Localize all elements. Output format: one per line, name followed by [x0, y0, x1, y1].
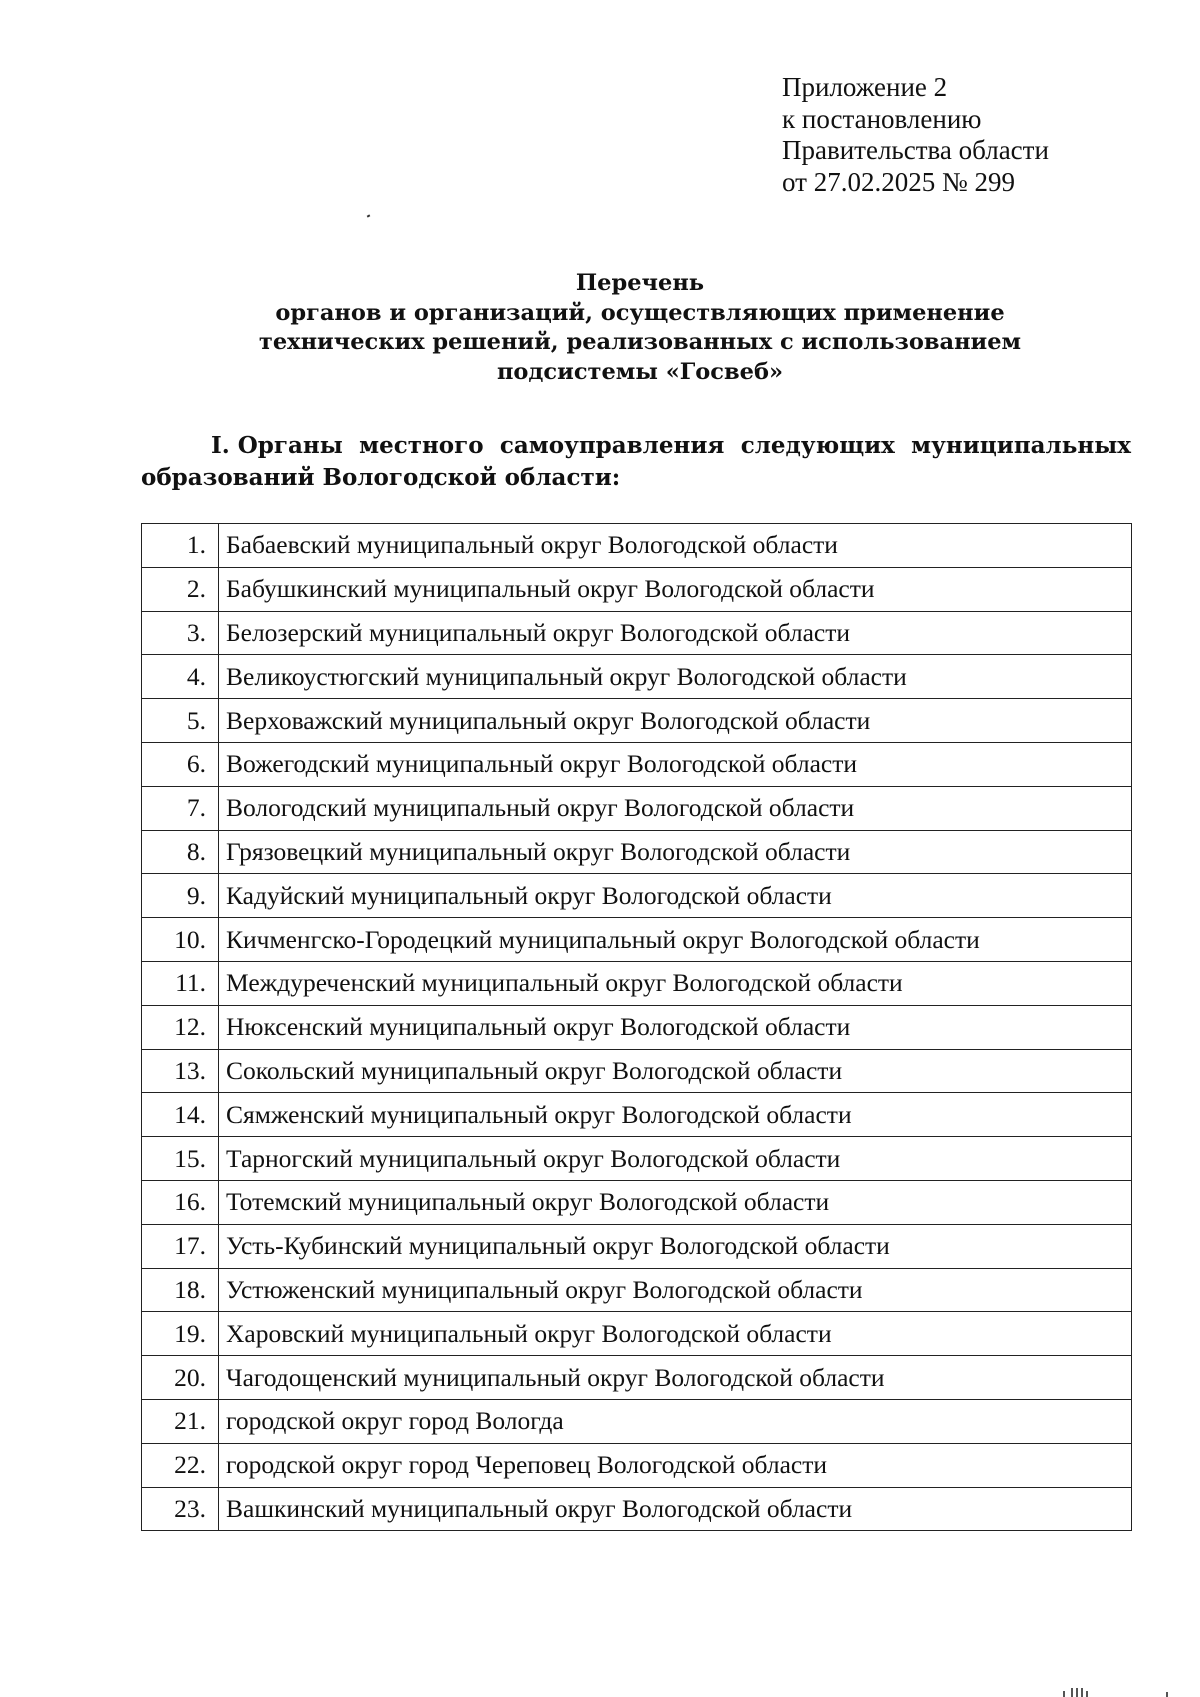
- municipality-name: Нюксенский муниципальный округ Вологодской области: [219, 1005, 1132, 1049]
- table-row: [142, 1180, 1132, 1224]
- row-number: 20.: [142, 1356, 219, 1400]
- section-heading: [141, 430, 1131, 494]
- municipality-name: Устюженский муниципальный округ Вологодской области: [219, 1268, 1132, 1312]
- row-number: 4.: [142, 655, 219, 699]
- appendix-line: Правительства области: [782, 135, 1049, 165]
- municipalities-table: [141, 523, 1132, 1531]
- row-number: 23.: [142, 1487, 219, 1531]
- row-number: 14.: [142, 1093, 219, 1137]
- table-row: [142, 1005, 1132, 1049]
- row-number: 15.: [142, 1137, 219, 1181]
- row-number: 19.: [142, 1312, 219, 1356]
- section-word: следующих: [740, 432, 895, 459]
- table-row: [142, 1312, 1132, 1356]
- row-number: 8.: [142, 830, 219, 874]
- row-number: 17.: [142, 1224, 219, 1268]
- municipality-name: Вашкинский муниципальный округ Вологодской области: [219, 1487, 1132, 1531]
- table-row: [142, 961, 1132, 1005]
- municipality-name: Кадуйский муниципальный округ Вологодской области: [219, 874, 1132, 918]
- row-number: 21.: [142, 1399, 219, 1443]
- section-word: I. Органы: [211, 432, 343, 459]
- row-number: 10.: [142, 918, 219, 962]
- document-title: [200, 269, 1080, 387]
- table-row: [142, 786, 1132, 830]
- section-heading-line-1: [141, 430, 1131, 462]
- municipality-name: Великоустюгский муниципальный округ Вологодской области: [219, 655, 1132, 699]
- table-row: [142, 699, 1132, 743]
- row-number: 22.: [142, 1443, 219, 1487]
- municipality-name: Сямженский муниципальный округ Вологодской области: [219, 1093, 1132, 1137]
- municipality-name: Сокольский муниципальный округ Вологодской области: [219, 1049, 1132, 1093]
- row-number: 16.: [142, 1180, 219, 1224]
- appendix-line: Приложение 2: [782, 72, 948, 102]
- municipality-name: Тотемский муниципальный округ Вологодской области: [219, 1180, 1132, 1224]
- table-row: [142, 1268, 1132, 1312]
- municipality-name: Чагодощенский муниципальный округ Вологодской области: [219, 1356, 1132, 1400]
- title-line: органов и организаций, осуществляющих применение: [275, 299, 1005, 326]
- municipality-name: Белозерский муниципальный округ Вологодской области: [219, 611, 1132, 655]
- municipality-name: Бабушкинский муниципальный округ Вологодской области: [219, 567, 1132, 611]
- municipality-name: городской округ город Вологда: [219, 1399, 1132, 1443]
- table-row: [142, 611, 1132, 655]
- table-row: [142, 742, 1132, 786]
- row-number: 6.: [142, 742, 219, 786]
- table-row: [142, 1137, 1132, 1181]
- municipality-name: Бабаевский муниципальный округ Вологодской области: [219, 524, 1132, 568]
- row-number: 12.: [142, 1005, 219, 1049]
- municipality-name: Верховажский муниципальный округ Вологодской области: [219, 699, 1132, 743]
- municipality-name: Тарногский муниципальный округ Вологодской области: [219, 1137, 1132, 1181]
- table-row: [142, 874, 1132, 918]
- appendix-line: к постановлению: [782, 103, 982, 134]
- municipality-name: Усть-Кубинский муниципальный округ Вологодской области: [219, 1224, 1132, 1268]
- title-line: технических решений, реализованных с использованием: [258, 329, 1022, 355]
- table-row: [142, 918, 1132, 962]
- row-number: 9.: [142, 874, 219, 918]
- municipality-name: Грязовецкий муниципальный округ Вологодской области: [219, 830, 1132, 874]
- section-heading-line-2: образований Вологодской области:: [141, 464, 621, 491]
- scan-edge-marks: [1063, 1683, 1173, 1697]
- table-row: [142, 1443, 1132, 1487]
- table-row: [142, 524, 1132, 568]
- table-row: [142, 1487, 1132, 1531]
- row-number: 2.: [142, 567, 219, 611]
- municipality-name: городской округ город Череповец Вологодской области: [219, 1443, 1132, 1487]
- row-number: 3.: [142, 611, 219, 655]
- row-number: 7.: [142, 786, 219, 830]
- table-row: [142, 1093, 1132, 1137]
- section-word: муниципальных: [911, 432, 1131, 459]
- municipality-name: Междуреченский муниципальный округ Вологодской области: [219, 961, 1132, 1005]
- scan-speck: [367, 214, 371, 217]
- table-row: [142, 830, 1132, 874]
- table-row: [142, 1356, 1132, 1400]
- appendix-line: от 27.02.2025 № 299: [782, 166, 1015, 197]
- municipality-name: Вологодский муниципальный округ Вологодской области: [219, 786, 1132, 830]
- municipality-name: Кичменгско-Городецкий муниципальный округ Вологодской области: [219, 918, 1132, 962]
- section-word: самоуправления: [499, 432, 725, 459]
- table-row: [142, 1049, 1132, 1093]
- table-row: [142, 655, 1132, 699]
- title-line: Перечень: [575, 270, 705, 296]
- table-row: [142, 1399, 1132, 1443]
- municipalities-table-body: [142, 524, 1132, 1531]
- row-number: 11.: [142, 961, 219, 1005]
- title-line: подсистемы «Госвеб»: [496, 358, 784, 385]
- table-row: [142, 567, 1132, 611]
- appendix-header: [782, 72, 1049, 198]
- section-word: местного: [359, 432, 484, 459]
- row-number: 18.: [142, 1268, 219, 1312]
- municipality-name: Харовский муниципальный округ Вологодской области: [219, 1312, 1132, 1356]
- row-number: 1.: [142, 524, 219, 568]
- table-row: [142, 1224, 1132, 1268]
- municipality-name: Вожегодский муниципальный округ Вологодской области: [219, 742, 1132, 786]
- row-number: 13.: [142, 1049, 219, 1093]
- row-number: 5.: [142, 699, 219, 743]
